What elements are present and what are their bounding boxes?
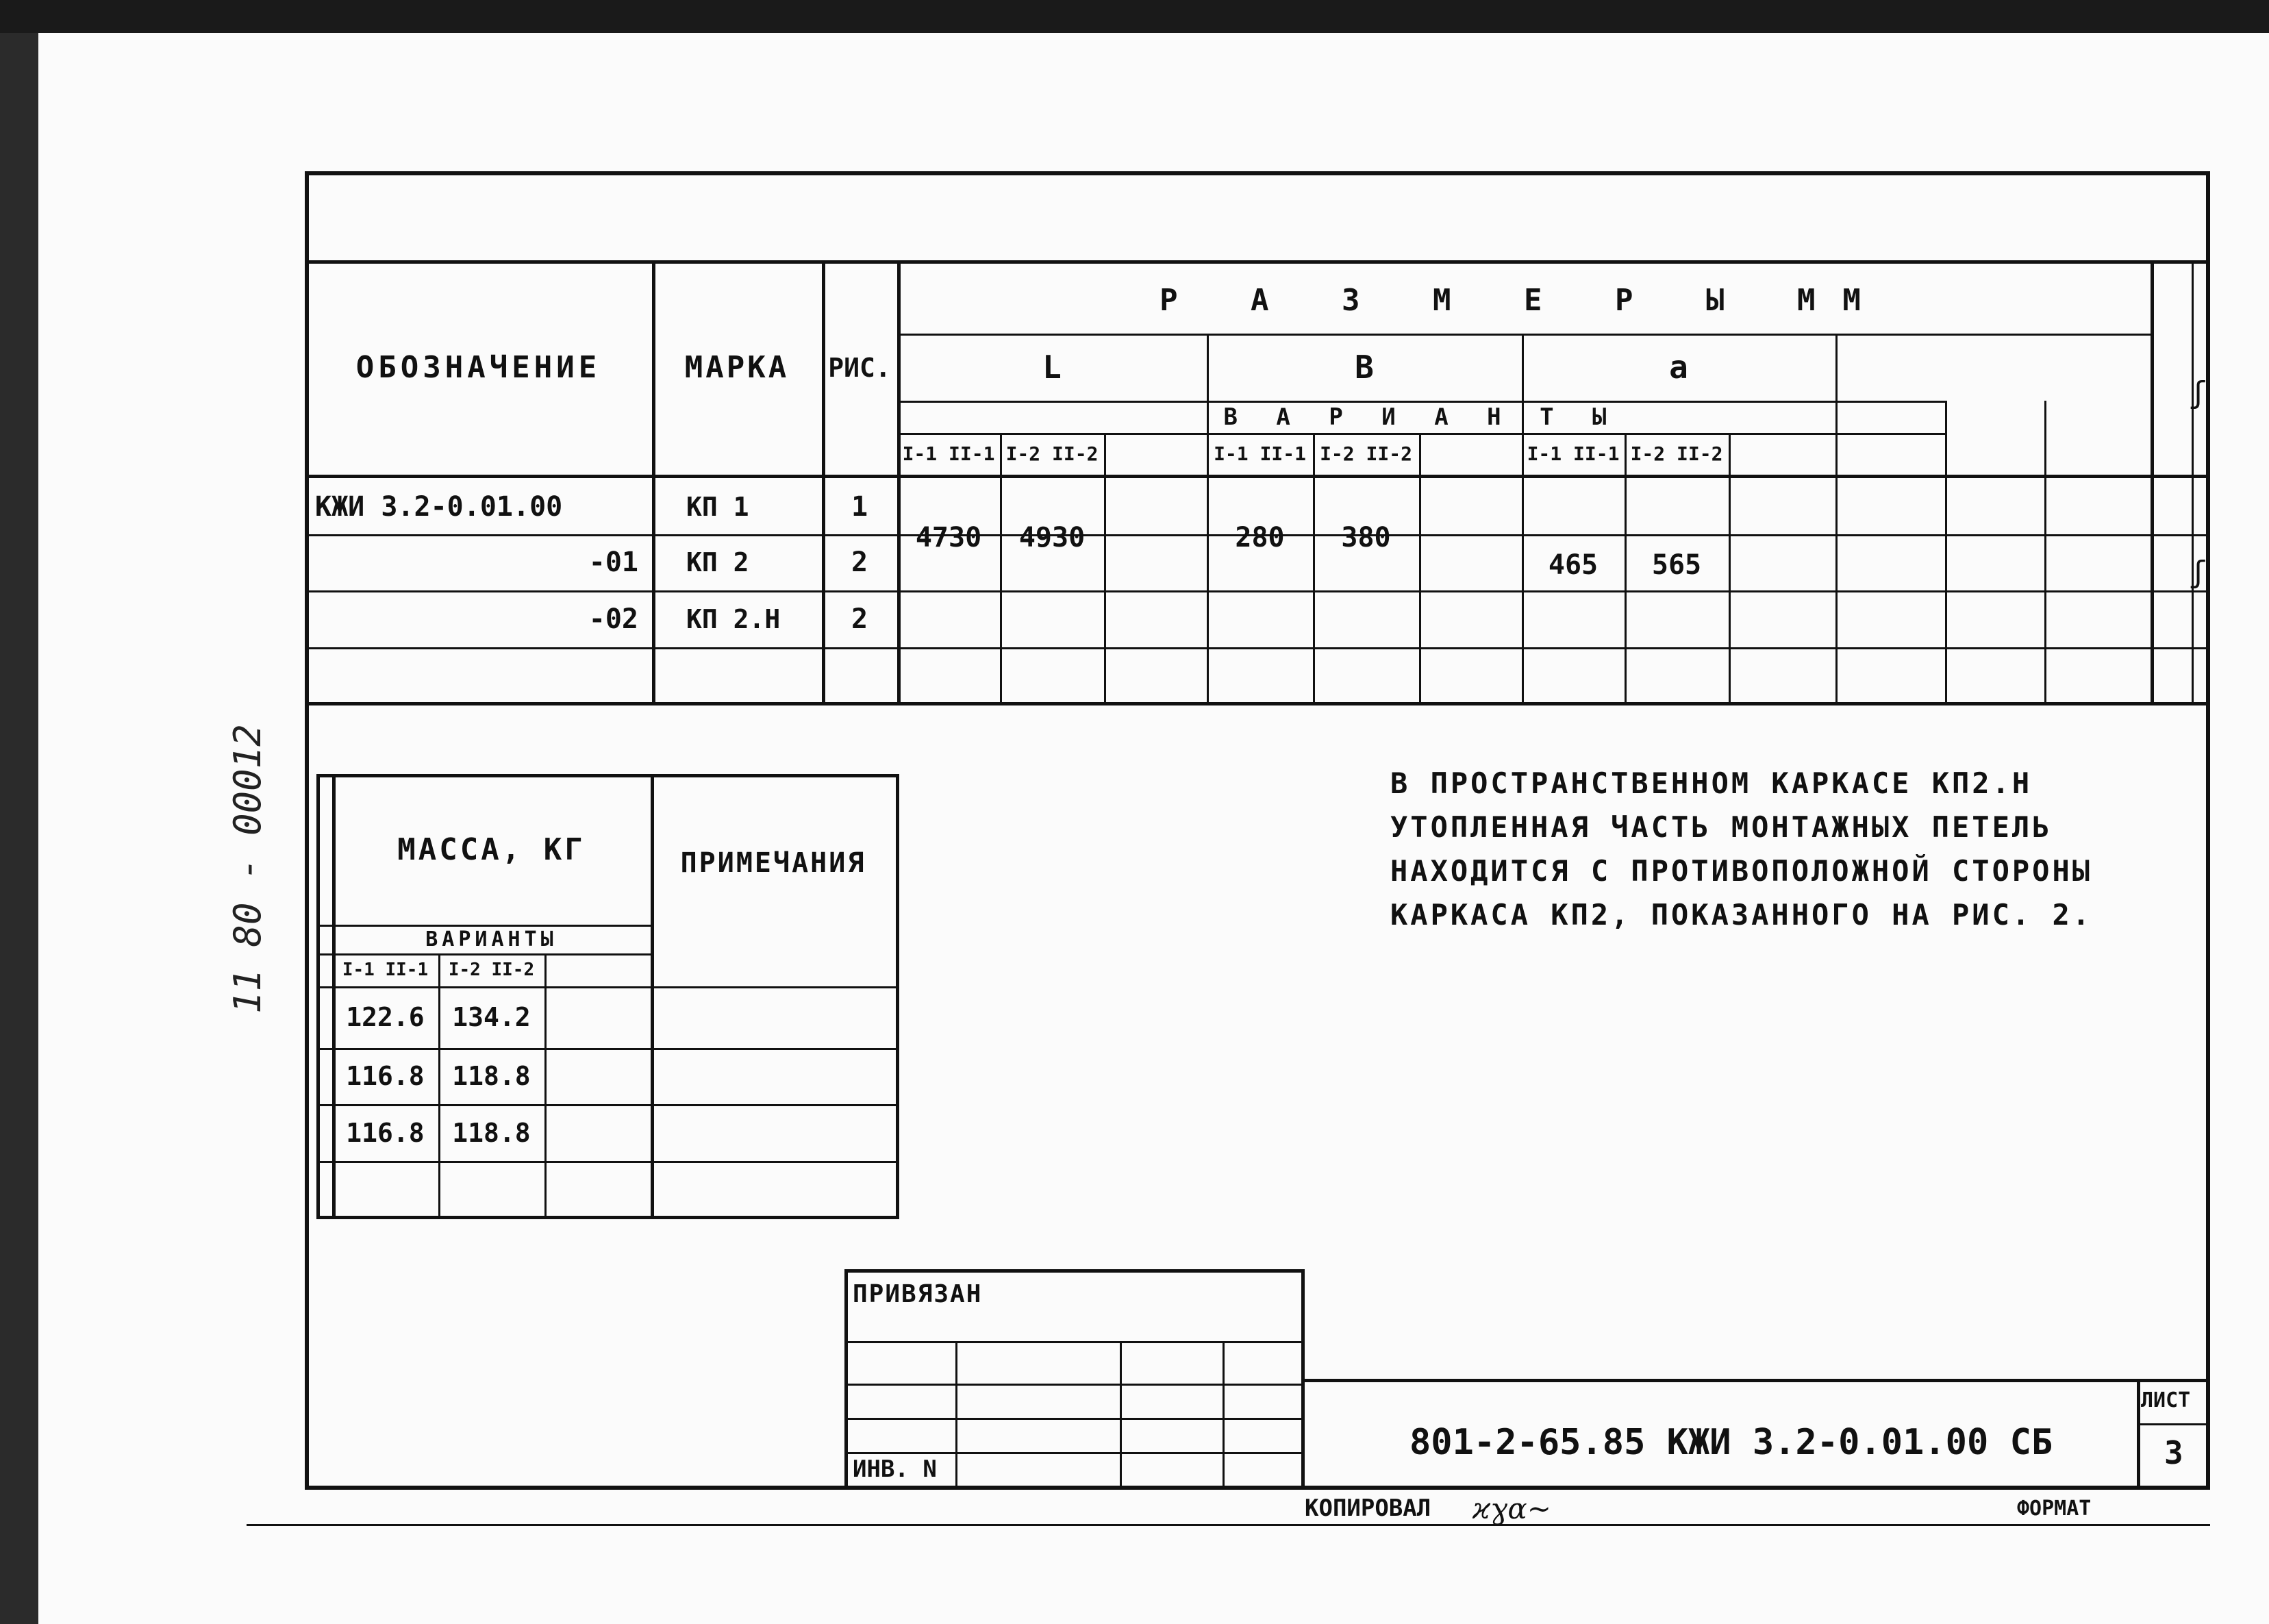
row2-fig: 2 <box>851 547 868 578</box>
notes-header: ПРИМЕЧАНИЯ <box>680 847 866 879</box>
row3-mark: КП 2.Н <box>686 603 781 634</box>
mass-row3-v1: 116.8 <box>346 1117 425 1148</box>
row2-designation: -01 <box>588 547 638 578</box>
sub-l-variant-2: I-2 II-2 <box>1005 442 1099 465</box>
value-l-variant-2: 4930 <box>1018 522 1086 553</box>
value-a-variant-2: 565 <box>1651 549 1702 581</box>
row3-fig: 2 <box>851 603 868 635</box>
row1-designation: КЖИ 3.2-0.01.00 <box>315 491 563 523</box>
mass-row1-v2: 134.2 <box>452 1002 531 1032</box>
header-dim-l: L <box>1042 349 1062 386</box>
sub-a-variant-1: I-1 II-1 <box>1527 442 1620 465</box>
mass-header: МАССА, КГ <box>397 832 586 867</box>
row2-mark: КП 2 <box>686 547 749 577</box>
format-label: ФОРМАТ <box>2017 1497 2092 1521</box>
header-fig: РИС. <box>828 352 891 383</box>
copier-signature-icon: ϰɣɑ~ <box>1472 1492 1551 1525</box>
value-b-variant-1: 280 <box>1235 522 1285 553</box>
header-dim-a: a <box>1669 349 1688 386</box>
attached-label: ПРИВЯЗАН <box>853 1280 983 1308</box>
inventory-number-label: ИНВ. N <box>853 1456 937 1483</box>
value-l-variant-1: 4730 <box>915 522 982 553</box>
mass-variants-header: ВАРИАНТЫ <box>425 927 557 951</box>
sub-b-variant-2: I-2 II-2 <box>1320 442 1412 465</box>
scan-dark-top-edge <box>0 0 2269 33</box>
header-mark: МАРКА <box>684 350 790 385</box>
mass-row1-v1: 122.6 <box>346 1002 425 1032</box>
mass-sub-variant-1: I-1 II-1 <box>342 960 429 980</box>
sub-l-variant-1: I-1 II-1 <box>902 442 995 465</box>
value-b-variant-2: 380 <box>1341 522 1391 553</box>
sheet-number: 3 <box>2164 1434 2183 1471</box>
copied-label: КОПИРОВАЛ <box>1305 1495 1431 1522</box>
header-variants: В А Р И А Н Т Ы <box>1223 403 1619 431</box>
note-text: В ПРОСТРАНСТВЕННОМ КАРКАСЕ КП2.Н УТОПЛЕННАЯ ЧАСТЬ МОНТАЖНЫХ ПЕТЕЛЬ НАХОДИТСЯ С ПРОТИВОПОЛОЖНОЙ СТОРОНЫ КАРКАСА КП2, ПОКАЗАННОГО НА РИС. 2. <box>1390 766 2093 932</box>
side-archive-number: 11 80 - 00012 <box>226 724 269 1014</box>
break-mark-icon: ʃ <box>2189 555 2207 590</box>
sub-a-variant-2: I-2 II-2 <box>1630 442 1723 465</box>
scan-dark-left-edge <box>0 33 38 1624</box>
header-designation: ОБОЗНАЧЕНИЕ <box>355 350 601 385</box>
header-dim-b: B <box>1355 349 1374 386</box>
document-code: 801-2-65.85 КЖИ 3.2-0.01.00 СБ <box>1409 1422 2053 1463</box>
header-sizes-mm: Р А З М Е Р Ы ММ <box>1159 283 1888 318</box>
break-mark-icon: ʃ <box>2189 375 2207 410</box>
value-a-variant-1: 465 <box>1548 549 1599 581</box>
sub-b-variant-1: I-1 II-1 <box>1214 442 1306 465</box>
row1-mark: КП 1 <box>686 492 749 522</box>
mass-row2-v1: 116.8 <box>346 1061 425 1091</box>
row1-fig: 1 <box>851 491 868 523</box>
row3-designation: -02 <box>588 603 638 635</box>
mass-row3-v2: 118.8 <box>452 1117 531 1148</box>
mass-sub-variant-2: I-2 II-2 <box>448 960 535 980</box>
mass-row2-v2: 118.8 <box>452 1061 531 1091</box>
sheet-label: ЛИСТ <box>2141 1388 2191 1412</box>
